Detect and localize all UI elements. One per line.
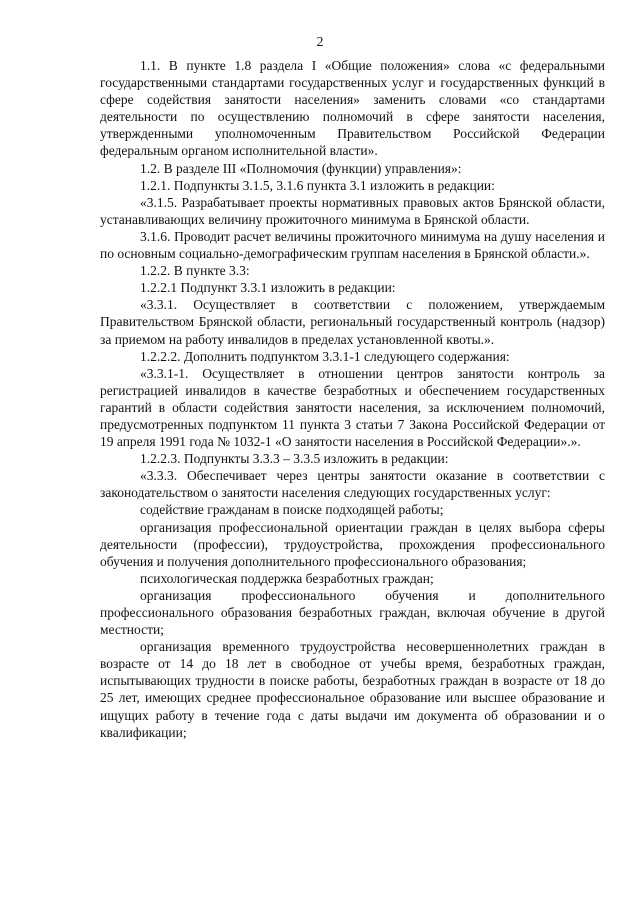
document-body <box>100 57 605 741</box>
paragraph: «3.3.1. Осуществляет в соответствии с положением, утверждаемым Правительством Брянской области, региональный государственный контроль (надзор) за приемом на работу инвалидов в пределах установленной квоты.». <box>100 297 605 347</box>
paragraph: «3.3.1-1. Осуществляет в отношении центров занятости контроль за регистрацией инвалидов в качестве безработных и обеспечением государственных гарантий в области содействия занятости населения, за исключением полномочий, предусмотренных подпунктом 11 пункта 3 статьи 7 Закона Российской Федерации от 19 апреля 1991 года № 1032-1 «О занятости населения в Российской Федерации».». <box>100 365 605 450</box>
paragraph: 1.2. В разделе III «Полномочия (функции) управления»: <box>140 160 462 176</box>
list-item: организация профессионального обучения и дополнительного профессионального образования безработных граждан, включая обучение в другой местности; <box>100 587 605 638</box>
paragraph: 3.1.6. Проводит расчет величины прожиточного минимума на душу населения и по основным социально-демографическим группам населения в Брянской области.». <box>100 228 605 262</box>
list-item: организация временного трудоустройства несовершеннолетних граждан в возрасте от 14 до 18 лет в свободное от учебы время, безработных граждан, испытывающих трудности в поиске работы, безработных граждан в возрасте от 18 до 25 лет, имеющих среднее профессиональное образование или высшее образование и ищущих работу в течение года с даты выдачи им документа об образовании и о квалификации; <box>100 639 605 740</box>
list-item: психологическая поддержка безработных граждан; <box>140 570 434 586</box>
list-item: организация профессиональной ориентации граждан в целях выбора сферы деятельности (профессии), трудоустройства, прохождения профессионального обучения и получения дополнительного профессионального образования; <box>100 519 605 569</box>
paragraph: «3.1.5. Разрабатывает проекты нормативных правовых актов Брянской области, устанавливающих величину прожиточного минимума в Брянской области. <box>100 194 605 227</box>
paragraph: 1.2.2.3. Подпункты 3.3.3 – 3.3.5 изложить в редакции: <box>140 451 449 467</box>
list-item: содействие гражданам в поиске подходящей работы; <box>140 502 444 518</box>
paragraph: 1.2.2.1 Подпункт 3.3.1 изложить в редакции: <box>140 280 396 296</box>
page-number: 2 <box>316 35 324 50</box>
paragraph: «3.3.3. Обеспечивает через центры занятости оказание в соответствии с законодательством о занятости населения следующих государственных услуг: <box>100 468 605 501</box>
paragraph: 1.2.2. В пункте 3.3: <box>140 263 250 279</box>
paragraph: 1.2.1. Подпункты 3.1.5, 3.1.6 пункта 3.1 изложить в редакции: <box>140 177 495 193</box>
paragraph: 1.2.2.2. Дополнить подпунктом 3.3.1-1 следующего содержания: <box>140 348 510 364</box>
paragraph: 1.1. В пункте 1.8 раздела I «Общие положения» слова «с федеральными государственными стандартами государственных услуг и государственных функций в сфере содействия занятости населения» заменить словами «со стандартами деятельности по осуществлению полномочий в сфере занятости населения, утвержденными уполномоченным Правительством Российской Федерации федеральным органом исполнительной власти». <box>100 58 605 159</box>
